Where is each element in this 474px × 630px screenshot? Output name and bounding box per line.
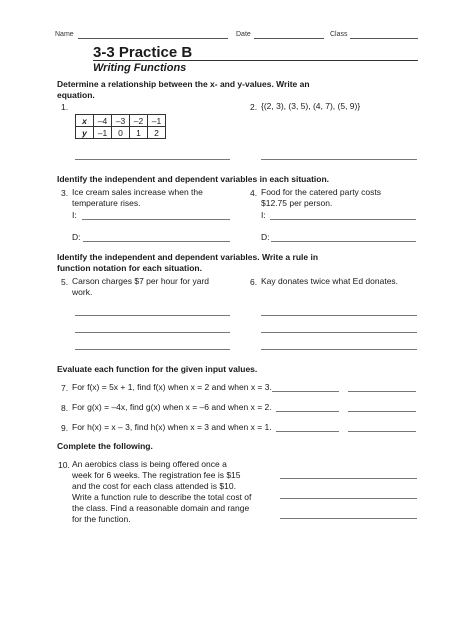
q4-text: [261, 187, 381, 209]
class-field[interactable]: [350, 38, 418, 39]
q10-answer-line[interactable]: [280, 498, 417, 499]
y-label: y: [76, 127, 94, 139]
q5-text: [72, 276, 209, 298]
q2-number: 2.: [250, 102, 258, 112]
q1-answer-line[interactable]: [75, 159, 230, 160]
q3-line1: Ice cream sales increase when the: [72, 187, 203, 197]
q8-number: 8.: [61, 403, 69, 413]
table-row: [76, 115, 166, 127]
q2-answer-line[interactable]: [261, 159, 417, 160]
q3-independent-label: I:: [72, 210, 77, 220]
y-value: 2: [148, 127, 166, 139]
q9-answer-line-2[interactable]: [348, 431, 416, 432]
q4-independent-line[interactable]: [270, 219, 416, 220]
q6-answer-line[interactable]: [261, 332, 417, 333]
q10-line: for the function.: [72, 514, 131, 524]
q3-independent-line[interactable]: [82, 219, 230, 220]
section3-instructions: [57, 252, 318, 274]
q5-line2: work.: [72, 287, 93, 297]
section4-instructions: Evaluate each function for the given input values.: [57, 364, 258, 374]
q7-answer-line-1[interactable]: [272, 391, 339, 392]
q10-text: [72, 459, 272, 525]
q5-answer-line[interactable]: [75, 349, 230, 350]
q6-number: 6.: [250, 277, 258, 287]
q10-line: and the cost for each class attended is $10.: [72, 481, 236, 491]
q7-answer-line-2[interactable]: [348, 391, 416, 392]
q7-text: For f(x) = 5x + 1, find f(x) when x = 2 and when x = 3.: [72, 382, 272, 392]
q8-answer-line-1[interactable]: [276, 411, 339, 412]
q1-number: 1.: [61, 102, 69, 112]
q4-line1: Food for the catered party costs: [261, 187, 382, 197]
q5-number: 5.: [61, 277, 69, 287]
section3-instructions-line1: Identify the independent and dependent variables. Write a rule in: [57, 252, 319, 262]
name-field[interactable]: [78, 38, 228, 39]
q5-line1: Carson charges $7 per hour for yard: [72, 276, 210, 286]
x-value: –2: [130, 115, 148, 127]
q10-line: An aerobics class is being offered once a: [72, 459, 227, 469]
q2-text: {(2, 3), (3, 5), (4, 7), (5, 9)}: [261, 101, 361, 111]
q7-number: 7.: [61, 383, 69, 393]
q3-line2: temperature rises.: [72, 198, 141, 208]
q3-dependent-label: D:: [72, 232, 81, 242]
page-subtitle: Writing Functions: [93, 62, 187, 74]
q4-number: 4.: [250, 188, 258, 198]
q6-answer-line[interactable]: [261, 349, 417, 350]
y-value: 0: [112, 127, 130, 139]
section3-instructions-line2: function notation for each situation.: [57, 263, 202, 273]
date-label: Date: [236, 31, 251, 38]
section1-instructions: [57, 79, 310, 101]
q4-dependent-label: D:: [261, 232, 270, 242]
q9-text: For h(x) = x – 3, find h(x) when x = 3 and when x = 1.: [72, 422, 272, 432]
y-value: 1: [130, 127, 148, 139]
xy-table: [75, 114, 166, 139]
page-title: 3-3 Practice B: [93, 44, 193, 61]
x-value: –4: [94, 115, 112, 127]
q3-text: [72, 187, 203, 209]
section5-instructions: Complete the following.: [57, 441, 153, 451]
x-value: –3: [112, 115, 130, 127]
q4-line2: $12.75 per person.: [261, 198, 333, 208]
x-value: –1: [148, 115, 166, 127]
q10-line: week for 6 weeks. The registration fee is $15: [72, 470, 241, 480]
title-rule: [93, 60, 418, 61]
name-label: Name: [55, 31, 74, 38]
q6-answer-line[interactable]: [261, 315, 417, 316]
q9-answer-line-1[interactable]: [276, 431, 339, 432]
q8-text: For g(x) = –4x, find g(x) when x = –6 and when x = 2.: [72, 402, 272, 412]
q10-answer-line[interactable]: [280, 518, 417, 519]
section1-instructions-line1: Determine a relationship between the x- and y-values. Write an: [57, 79, 310, 89]
q8-answer-line-2[interactable]: [348, 411, 416, 412]
y-value: –1: [94, 127, 112, 139]
q9-number: 9.: [61, 423, 69, 433]
q10-line: Write a function rule to describe the total cost of: [72, 492, 252, 502]
q10-answer-line[interactable]: [280, 478, 417, 479]
q4-independent-label: I:: [261, 210, 266, 220]
q5-answer-line[interactable]: [75, 332, 230, 333]
q10-number: 10.: [58, 460, 70, 470]
q3-number: 3.: [61, 188, 69, 198]
q6-text: Kay donates twice what Ed donates.: [261, 276, 399, 286]
section1-instructions-line2: equation.: [57, 90, 95, 100]
table-row: [76, 127, 166, 139]
q4-dependent-line[interactable]: [271, 241, 416, 242]
section2-instructions: Identify the independent and dependent variables in each situation.: [57, 174, 330, 184]
date-field[interactable]: [254, 38, 324, 39]
q5-answer-line[interactable]: [75, 315, 230, 316]
class-label: Class: [330, 31, 348, 38]
q10-line: the class. Find a reasonable domain and range: [72, 503, 250, 513]
x-label: x: [76, 115, 94, 127]
q3-dependent-line[interactable]: [83, 241, 230, 242]
